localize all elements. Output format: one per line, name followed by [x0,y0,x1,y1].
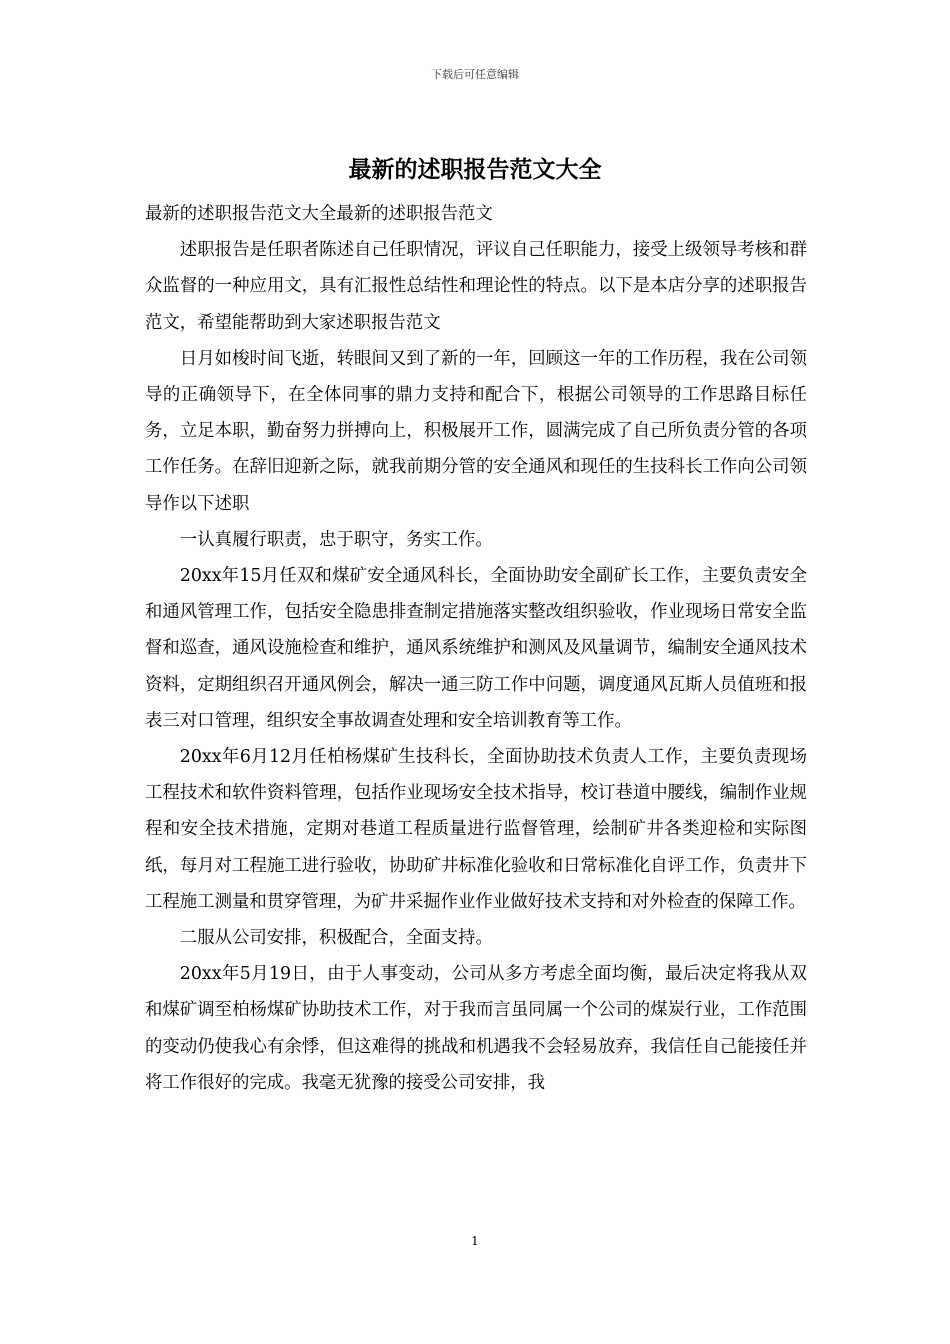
section-heading-duties: 一认真履行职责，忠于职守，务实工作。 [179,529,493,550]
paragraph-review: 日月如梭时间飞逝，转眼间又到了新的一年，回顾这一年的工作历程，我在公司领导的正确领导下，在全体同事的鼎力支持和配合下，根据公司领导的工作思路目标任务，立足本职，勤奋努力拼搏向上，积极展开工作，圆满完成了自己所负责分管的各项工作任务。在辞旧迎新之际，就我前期分管的安全通风和现任的生技科长工作向公司领导作以下述职 [145,348,807,514]
page-title: 最新的述职报告范文大全 [348,156,602,183]
paragraph-safety-role: 20xx年15月任双和煤矿安全通风科长，全面协助安全副矿长工作，主要负责安全和通风管理工作，包括安全隐患排查制定措施落实整改组织验收，作业现场日常安全监督和巡查，通风设施检查和维护，通风系统维护和测风及风量调节，编制安全通风技术资料，定期组织召开通风例会，解决一通三防工作中问题，调度通风瓦斯人员值班和报表三对口管理，组织安全事故调查处理和安全培训教育等工作。 [145,566,807,731]
section-heading-cooperation: 二服从公司安排，积极配合，全面支持。 [179,928,493,949]
header-note: 下载后可任意编辑 [431,68,519,81]
paragraph-transfer: 20xx年5月19日，由于人事变动，公司从多方考虑全面均衡，最后决定将我从双和煤矿调至柏杨煤矿协助技术工作，对于我而言虽同属一个公司的煤炭行业，工作范围的变动仍使我心有余悸，但这难得的挑战和机遇我不会轻易放弃，我信任自己能接任并将工作很好的完成。我毫无犹豫的接受公司安排，我 [145,964,807,1093]
paragraph-intro: 述职报告是任职者陈述自己任职情况，评议自己任职能力，接受上级领导考核和群众监督的一种应用文，具有汇报性总结性和理论性的特点。以下是本店分享的述职报告范文，希望能帮助到大家述职报告范文 [145,240,807,333]
page-number: 1 [471,1234,479,1248]
document-body [145,196,807,1101]
paragraph-subtitle: 最新的述职报告范文大全最新的述职报告范文 [145,204,493,224]
paragraph-tech-role: 20xx年6月12月任柏杨煤矿生技科长，全面协助技术负责人工作，主要负责现场工程技术和软件资料管理，包括作业现场安全技术指导，校订巷道中腰线，编制作业规程和安全技术措施，定期对巷道工程质量进行监督管理，绘制矿井各类迎检和实际图纸，每月对工程施工进行验收，协助矿井标准化验收和日常标准化自评工作，负责井下工程施工测量和贯穿管理，为矿井采掘作业作业做好技术支持和对外检查的保障工作。 [145,747,807,912]
